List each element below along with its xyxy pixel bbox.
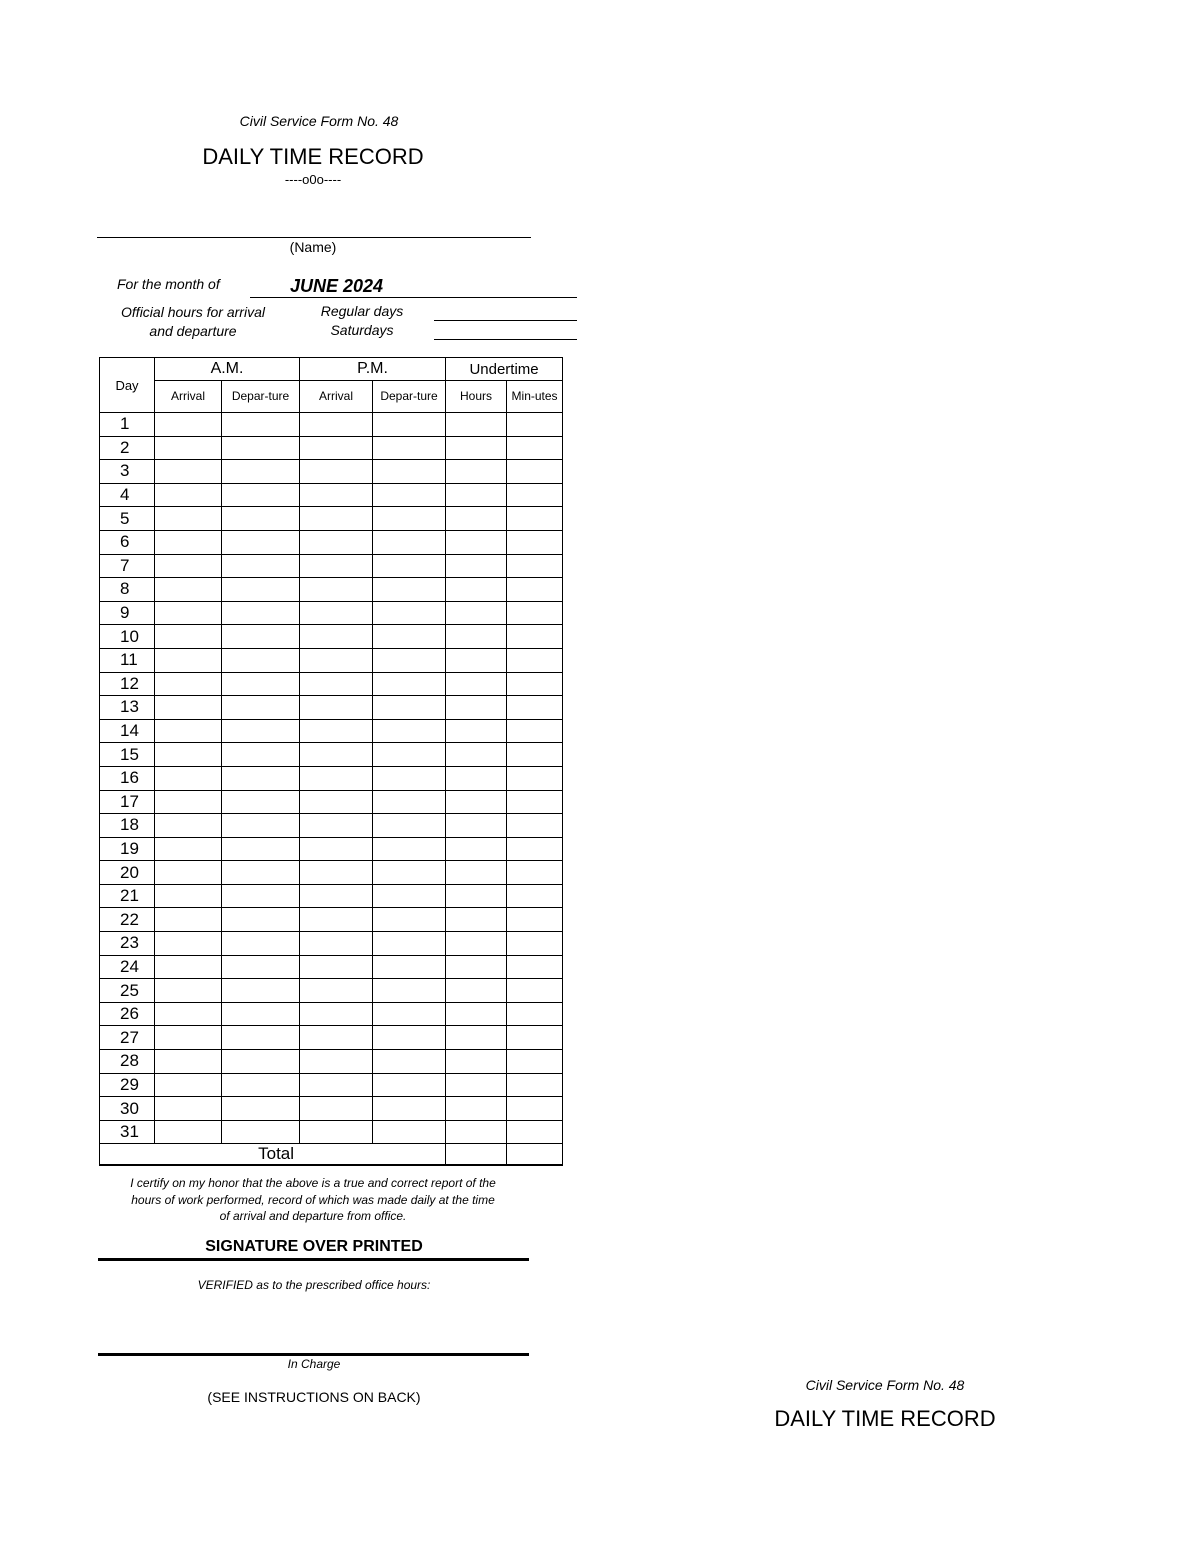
day-row bbox=[100, 483, 563, 507]
undertime-minutes-cell[interactable] bbox=[507, 672, 563, 696]
day-number: 21 bbox=[100, 884, 155, 908]
am-departure-cell[interactable] bbox=[222, 1120, 300, 1144]
day-number: 6 bbox=[100, 530, 155, 554]
certification-line2: hours of work performed, record of which was made daily at the time bbox=[131, 1192, 495, 1207]
pm-departure-cell[interactable] bbox=[373, 1120, 446, 1144]
name-line[interactable] bbox=[97, 237, 531, 238]
certification-line1: I certify on my honor that the above is a true and correct report of the bbox=[130, 1176, 496, 1190]
undertime-hours-cell[interactable] bbox=[446, 483, 507, 507]
am-departure-cell[interactable] bbox=[222, 1002, 300, 1026]
pm-arrival-cell[interactable] bbox=[300, 719, 373, 743]
undertime-minutes-cell[interactable] bbox=[507, 766, 563, 790]
am-arrival-cell[interactable] bbox=[155, 1050, 222, 1074]
pm-departure-cell[interactable] bbox=[373, 601, 446, 625]
am-arrival-cell[interactable] bbox=[155, 1120, 222, 1144]
am-arrival-cell[interactable] bbox=[155, 648, 222, 672]
pm-departure-cell[interactable] bbox=[373, 861, 446, 885]
day-row bbox=[100, 743, 563, 767]
am-departure-cell[interactable] bbox=[222, 1026, 300, 1050]
pm-arrival-cell[interactable] bbox=[300, 648, 373, 672]
verified-text: VERIFIED as to the prescribed office hours: bbox=[197, 1278, 431, 1292]
saturdays-line[interactable] bbox=[434, 339, 577, 340]
pm-arrival-cell[interactable] bbox=[300, 554, 373, 578]
pm-arrival-cell[interactable] bbox=[300, 884, 373, 908]
official-hours-line1: Official hours for arrival bbox=[121, 304, 265, 320]
day-number: 9 bbox=[100, 601, 155, 625]
pm-arrival-cell[interactable] bbox=[300, 1097, 373, 1121]
time-record-table bbox=[99, 357, 563, 1166]
pm-departure-cell[interactable] bbox=[373, 413, 446, 437]
am-departure-cell[interactable] bbox=[222, 955, 300, 979]
am-departure-cell[interactable] bbox=[222, 672, 300, 696]
undertime-hours-cell[interactable] bbox=[446, 436, 507, 460]
undertime-minutes-cell[interactable] bbox=[507, 814, 563, 838]
undertime-minutes-cell[interactable] bbox=[507, 932, 563, 956]
pm-arrival-cell[interactable] bbox=[300, 979, 373, 1003]
undertime-hours-cell[interactable] bbox=[446, 530, 507, 554]
pm-departure-cell[interactable] bbox=[373, 908, 446, 932]
pm-departure-cell[interactable] bbox=[373, 648, 446, 672]
pm-departure-cell[interactable] bbox=[373, 578, 446, 602]
pm-departure-cell[interactable] bbox=[373, 530, 446, 554]
signature-label: SIGNATURE OVER PRINTED bbox=[205, 1238, 423, 1255]
in-charge-label: In Charge bbox=[287, 1357, 341, 1371]
pm-departure-cell[interactable] bbox=[373, 884, 446, 908]
day-row bbox=[100, 460, 563, 484]
am-departure-cell[interactable] bbox=[222, 483, 300, 507]
pm-arrival-cell[interactable] bbox=[300, 1002, 373, 1026]
total-hours-cell[interactable] bbox=[446, 1144, 507, 1166]
certification-line3: of arrival and departure from office. bbox=[219, 1209, 407, 1223]
pm-departure-cell[interactable] bbox=[373, 766, 446, 790]
day-number: 10 bbox=[100, 625, 155, 649]
am-departure-cell[interactable] bbox=[222, 719, 300, 743]
am-arrival-cell[interactable] bbox=[155, 1097, 222, 1121]
undertime-hours-cell[interactable] bbox=[446, 413, 507, 437]
am-departure-cell[interactable] bbox=[222, 578, 300, 602]
pm-arrival-cell[interactable] bbox=[300, 932, 373, 956]
day-row bbox=[100, 955, 563, 979]
undertime-minutes-cell[interactable] bbox=[507, 790, 563, 814]
am-arrival-cell[interactable] bbox=[155, 743, 222, 767]
undertime-minutes-cell[interactable] bbox=[507, 979, 563, 1003]
pm-departure-cell[interactable] bbox=[373, 1097, 446, 1121]
undertime-minutes-cell[interactable] bbox=[507, 460, 563, 484]
pm-departure-cell[interactable] bbox=[373, 625, 446, 649]
undertime-minutes-cell[interactable] bbox=[507, 1002, 563, 1026]
undertime-hours-cell[interactable] bbox=[446, 1120, 507, 1144]
header-am-departure: Depar-ture bbox=[222, 381, 300, 413]
am-arrival-cell[interactable] bbox=[155, 672, 222, 696]
undertime-hours-cell[interactable] bbox=[446, 554, 507, 578]
undertime-minutes-cell[interactable] bbox=[507, 884, 563, 908]
pm-departure-cell[interactable] bbox=[373, 672, 446, 696]
pm-arrival-cell[interactable] bbox=[300, 483, 373, 507]
certification-text bbox=[99, 1175, 527, 1225]
undertime-hours-cell[interactable] bbox=[446, 884, 507, 908]
day-number: 23 bbox=[100, 932, 155, 956]
pm-arrival-cell[interactable] bbox=[300, 837, 373, 861]
pm-departure-cell[interactable] bbox=[373, 460, 446, 484]
regular-days-label: Regular days bbox=[320, 303, 404, 319]
pm-departure-cell[interactable] bbox=[373, 436, 446, 460]
header-undertime-hours: Hours bbox=[446, 381, 507, 413]
undertime-minutes-cell[interactable] bbox=[507, 413, 563, 437]
day-number: 27 bbox=[100, 1026, 155, 1050]
pm-departure-cell[interactable] bbox=[373, 696, 446, 720]
day-number: 25 bbox=[100, 979, 155, 1003]
pm-departure-cell[interactable] bbox=[373, 507, 446, 531]
total-minutes-cell[interactable] bbox=[507, 1144, 563, 1166]
am-arrival-cell[interactable] bbox=[155, 554, 222, 578]
day-row bbox=[100, 1026, 563, 1050]
undertime-hours-cell[interactable] bbox=[446, 648, 507, 672]
pm-departure-cell[interactable] bbox=[373, 719, 446, 743]
pm-arrival-cell[interactable] bbox=[300, 955, 373, 979]
total-label: Total bbox=[100, 1144, 446, 1166]
undertime-hours-cell[interactable] bbox=[446, 1097, 507, 1121]
official-hours-line2: and departure bbox=[149, 323, 237, 339]
pm-arrival-cell[interactable] bbox=[300, 507, 373, 531]
day-number: 26 bbox=[100, 1002, 155, 1026]
am-arrival-cell[interactable] bbox=[155, 790, 222, 814]
am-arrival-cell[interactable] bbox=[155, 884, 222, 908]
pm-departure-cell[interactable] bbox=[373, 979, 446, 1003]
day-number: 31 bbox=[100, 1120, 155, 1144]
undertime-hours-cell[interactable] bbox=[446, 837, 507, 861]
undertime-minutes-cell[interactable] bbox=[507, 1073, 563, 1097]
pm-arrival-cell[interactable] bbox=[300, 814, 373, 838]
pm-arrival-cell[interactable] bbox=[300, 743, 373, 767]
pm-arrival-cell[interactable] bbox=[300, 1073, 373, 1097]
am-departure-cell[interactable] bbox=[222, 696, 300, 720]
day-number: 5 bbox=[100, 507, 155, 531]
header-am: A.M. bbox=[155, 358, 300, 381]
undertime-hours-cell[interactable] bbox=[446, 601, 507, 625]
undertime-hours-cell[interactable] bbox=[446, 696, 507, 720]
pm-arrival-cell[interactable] bbox=[300, 1026, 373, 1050]
am-arrival-cell[interactable] bbox=[155, 1002, 222, 1026]
pm-arrival-cell[interactable] bbox=[300, 1050, 373, 1074]
day-number: 13 bbox=[100, 696, 155, 720]
undertime-minutes-cell[interactable] bbox=[507, 719, 563, 743]
pm-departure-cell[interactable] bbox=[373, 743, 446, 767]
header-undertime-minutes: Min-utes bbox=[507, 381, 563, 413]
pm-arrival-cell[interactable] bbox=[300, 625, 373, 649]
day-row bbox=[100, 601, 563, 625]
header-pm-arrival: Arrival bbox=[300, 381, 373, 413]
undertime-hours-cell[interactable] bbox=[446, 1026, 507, 1050]
undertime-minutes-cell[interactable] bbox=[507, 436, 563, 460]
day-row bbox=[100, 1097, 563, 1121]
am-departure-cell[interactable] bbox=[222, 790, 300, 814]
am-arrival-cell[interactable] bbox=[155, 1026, 222, 1050]
am-departure-cell[interactable] bbox=[222, 743, 300, 767]
day-row bbox=[100, 1050, 563, 1074]
pm-arrival-cell[interactable] bbox=[300, 1120, 373, 1144]
header-day: Day bbox=[100, 358, 155, 413]
day-row bbox=[100, 507, 563, 531]
day-number: 12 bbox=[100, 672, 155, 696]
pm-arrival-cell[interactable] bbox=[300, 696, 373, 720]
day-row bbox=[100, 790, 563, 814]
day-row bbox=[100, 413, 563, 437]
second-copy-form-number: Civil Service Form No. 48 bbox=[805, 1377, 965, 1393]
am-departure-cell[interactable] bbox=[222, 837, 300, 861]
day-row bbox=[100, 932, 563, 956]
am-arrival-cell[interactable] bbox=[155, 766, 222, 790]
day-row bbox=[100, 814, 563, 838]
official-hours-label bbox=[100, 303, 286, 341]
undertime-minutes-cell[interactable] bbox=[507, 625, 563, 649]
regular-days-line[interactable] bbox=[434, 320, 577, 321]
day-row bbox=[100, 1002, 563, 1026]
undertime-hours-cell[interactable] bbox=[446, 1002, 507, 1026]
am-departure-cell[interactable] bbox=[222, 554, 300, 578]
day-number: 15 bbox=[100, 743, 155, 767]
am-arrival-cell[interactable] bbox=[155, 861, 222, 885]
day-number: 17 bbox=[100, 790, 155, 814]
undertime-hours-cell[interactable] bbox=[446, 861, 507, 885]
pm-arrival-cell[interactable] bbox=[300, 460, 373, 484]
header-pm-departure: Depar-ture bbox=[373, 381, 446, 413]
day-number: 20 bbox=[100, 861, 155, 885]
am-arrival-cell[interactable] bbox=[155, 955, 222, 979]
undertime-hours-cell[interactable] bbox=[446, 743, 507, 767]
am-arrival-cell[interactable] bbox=[155, 436, 222, 460]
am-arrival-cell[interactable] bbox=[155, 625, 222, 649]
day-row bbox=[100, 625, 563, 649]
undertime-minutes-cell[interactable] bbox=[507, 1120, 563, 1144]
undertime-minutes-cell[interactable] bbox=[507, 743, 563, 767]
saturdays-label: Saturdays bbox=[330, 322, 394, 338]
pm-departure-cell[interactable] bbox=[373, 554, 446, 578]
undertime-minutes-cell[interactable] bbox=[507, 955, 563, 979]
am-arrival-cell[interactable] bbox=[155, 932, 222, 956]
day-row bbox=[100, 436, 563, 460]
day-row bbox=[100, 719, 563, 743]
month-value[interactable]: JUNE 2024 bbox=[290, 276, 384, 296]
day-row bbox=[100, 672, 563, 696]
day-number: 7 bbox=[100, 554, 155, 578]
day-number: 3 bbox=[100, 460, 155, 484]
undertime-hours-cell[interactable] bbox=[446, 932, 507, 956]
pm-arrival-cell[interactable] bbox=[300, 601, 373, 625]
instructions-note: (SEE INSTRUCTIONS ON BACK) bbox=[207, 1389, 421, 1405]
undertime-hours-cell[interactable] bbox=[446, 625, 507, 649]
form-number: Civil Service Form No. 48 bbox=[239, 113, 399, 129]
day-number: 29 bbox=[100, 1073, 155, 1097]
month-label: For the month of bbox=[117, 276, 220, 292]
pm-departure-cell[interactable] bbox=[373, 1050, 446, 1074]
am-arrival-cell[interactable] bbox=[155, 837, 222, 861]
am-arrival-cell[interactable] bbox=[155, 908, 222, 932]
am-departure-cell[interactable] bbox=[222, 530, 300, 554]
undertime-minutes-cell[interactable] bbox=[507, 507, 563, 531]
in-charge-line[interactable] bbox=[98, 1353, 529, 1356]
pm-departure-cell[interactable] bbox=[373, 1026, 446, 1050]
day-number: 2 bbox=[100, 436, 155, 460]
day-row bbox=[100, 837, 563, 861]
day-row bbox=[100, 979, 563, 1003]
day-row bbox=[100, 554, 563, 578]
pm-arrival-cell[interactable] bbox=[300, 861, 373, 885]
am-arrival-cell[interactable] bbox=[155, 696, 222, 720]
pm-arrival-cell[interactable] bbox=[300, 766, 373, 790]
am-departure-cell[interactable] bbox=[222, 1073, 300, 1097]
undertime-minutes-cell[interactable] bbox=[507, 861, 563, 885]
title-ornament: ----o0o---- bbox=[284, 172, 342, 187]
am-departure-cell[interactable] bbox=[222, 766, 300, 790]
undertime-minutes-cell[interactable] bbox=[507, 554, 563, 578]
undertime-minutes-cell[interactable] bbox=[507, 696, 563, 720]
undertime-hours-cell[interactable] bbox=[446, 1073, 507, 1097]
undertime-minutes-cell[interactable] bbox=[507, 530, 563, 554]
undertime-hours-cell[interactable] bbox=[446, 719, 507, 743]
day-number: 4 bbox=[100, 483, 155, 507]
am-departure-cell[interactable] bbox=[222, 908, 300, 932]
pm-departure-cell[interactable] bbox=[373, 932, 446, 956]
am-arrival-cell[interactable] bbox=[155, 719, 222, 743]
day-row bbox=[100, 884, 563, 908]
time-record-body bbox=[100, 413, 563, 1144]
undertime-hours-cell[interactable] bbox=[446, 672, 507, 696]
undertime-minutes-cell[interactable] bbox=[507, 908, 563, 932]
day-number: 30 bbox=[100, 1097, 155, 1121]
am-departure-cell[interactable] bbox=[222, 884, 300, 908]
am-arrival-cell[interactable] bbox=[155, 413, 222, 437]
pm-arrival-cell[interactable] bbox=[300, 436, 373, 460]
day-row bbox=[100, 530, 563, 554]
pm-departure-cell[interactable] bbox=[373, 814, 446, 838]
signature-line[interactable] bbox=[98, 1258, 529, 1261]
undertime-hours-cell[interactable] bbox=[446, 790, 507, 814]
day-number: 19 bbox=[100, 837, 155, 861]
day-number: 14 bbox=[100, 719, 155, 743]
pm-arrival-cell[interactable] bbox=[300, 578, 373, 602]
am-arrival-cell[interactable] bbox=[155, 507, 222, 531]
am-arrival-cell[interactable] bbox=[155, 814, 222, 838]
undertime-minutes-cell[interactable] bbox=[507, 1050, 563, 1074]
undertime-hours-cell[interactable] bbox=[446, 955, 507, 979]
form-title: DAILY TIME RECORD bbox=[202, 144, 424, 169]
header-undertime: Undertime bbox=[446, 358, 563, 381]
am-departure-cell[interactable] bbox=[222, 601, 300, 625]
day-number: 18 bbox=[100, 814, 155, 838]
am-arrival-cell[interactable] bbox=[155, 483, 222, 507]
pm-departure-cell[interactable] bbox=[373, 837, 446, 861]
am-departure-cell[interactable] bbox=[222, 979, 300, 1003]
undertime-minutes-cell[interactable] bbox=[507, 601, 563, 625]
header-pm: P.M. bbox=[300, 358, 446, 381]
undertime-hours-cell[interactable] bbox=[446, 460, 507, 484]
undertime-hours-cell[interactable] bbox=[446, 766, 507, 790]
pm-departure-cell[interactable] bbox=[373, 1002, 446, 1026]
undertime-minutes-cell[interactable] bbox=[507, 1026, 563, 1050]
undertime-minutes-cell[interactable] bbox=[507, 1097, 563, 1121]
undertime-hours-cell[interactable] bbox=[446, 814, 507, 838]
am-departure-cell[interactable] bbox=[222, 1050, 300, 1074]
day-number: 11 bbox=[100, 648, 155, 672]
undertime-hours-cell[interactable] bbox=[446, 979, 507, 1003]
day-row bbox=[100, 578, 563, 602]
pm-departure-cell[interactable] bbox=[373, 790, 446, 814]
am-departure-cell[interactable] bbox=[222, 1097, 300, 1121]
am-departure-cell[interactable] bbox=[222, 625, 300, 649]
pm-departure-cell[interactable] bbox=[373, 955, 446, 979]
pm-departure-cell[interactable] bbox=[373, 1073, 446, 1097]
day-row bbox=[100, 696, 563, 720]
day-number: 16 bbox=[100, 766, 155, 790]
day-row bbox=[100, 648, 563, 672]
am-departure-cell[interactable] bbox=[222, 648, 300, 672]
second-copy-title: DAILY TIME RECORD bbox=[774, 1406, 996, 1431]
am-arrival-cell[interactable] bbox=[155, 979, 222, 1003]
name-caption: (Name) bbox=[289, 239, 337, 255]
am-departure-cell[interactable] bbox=[222, 932, 300, 956]
am-departure-cell[interactable] bbox=[222, 460, 300, 484]
day-row bbox=[100, 1073, 563, 1097]
undertime-hours-cell[interactable] bbox=[446, 507, 507, 531]
am-arrival-cell[interactable] bbox=[155, 578, 222, 602]
day-row bbox=[100, 766, 563, 790]
day-row bbox=[100, 861, 563, 885]
day-row bbox=[100, 1120, 563, 1144]
day-number: 1 bbox=[100, 413, 155, 437]
pm-departure-cell[interactable] bbox=[373, 483, 446, 507]
undertime-minutes-cell[interactable] bbox=[507, 578, 563, 602]
undertime-hours-cell[interactable] bbox=[446, 1050, 507, 1074]
am-arrival-cell[interactable] bbox=[155, 460, 222, 484]
pm-arrival-cell[interactable] bbox=[300, 790, 373, 814]
month-line bbox=[250, 297, 577, 298]
am-arrival-cell[interactable] bbox=[155, 1073, 222, 1097]
pm-arrival-cell[interactable] bbox=[300, 530, 373, 554]
am-departure-cell[interactable] bbox=[222, 413, 300, 437]
day-row bbox=[100, 908, 563, 932]
undertime-minutes-cell[interactable] bbox=[507, 483, 563, 507]
am-arrival-cell[interactable] bbox=[155, 530, 222, 554]
am-departure-cell[interactable] bbox=[222, 861, 300, 885]
header-am-arrival: Arrival bbox=[155, 381, 222, 413]
undertime-hours-cell[interactable] bbox=[446, 578, 507, 602]
am-departure-cell[interactable] bbox=[222, 507, 300, 531]
day-number: 22 bbox=[100, 908, 155, 932]
undertime-minutes-cell[interactable] bbox=[507, 648, 563, 672]
undertime-minutes-cell[interactable] bbox=[507, 837, 563, 861]
day-number: 28 bbox=[100, 1050, 155, 1074]
am-departure-cell[interactable] bbox=[222, 814, 300, 838]
pm-arrival-cell[interactable] bbox=[300, 908, 373, 932]
am-departure-cell[interactable] bbox=[222, 436, 300, 460]
day-number: 24 bbox=[100, 955, 155, 979]
pm-arrival-cell[interactable] bbox=[300, 672, 373, 696]
day-number: 8 bbox=[100, 578, 155, 602]
pm-arrival-cell[interactable] bbox=[300, 413, 373, 437]
am-arrival-cell[interactable] bbox=[155, 601, 222, 625]
undertime-hours-cell[interactable] bbox=[446, 908, 507, 932]
